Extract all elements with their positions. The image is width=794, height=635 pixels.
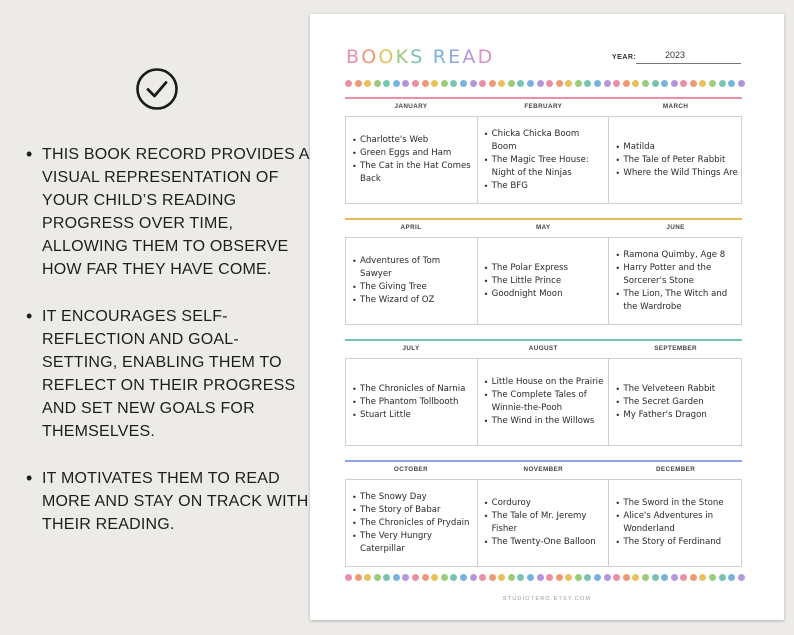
book-title: • The Story of Ferdinand [614,536,738,549]
month-cell [346,359,478,445]
divider-dot [613,80,620,87]
divider-dot [470,80,477,87]
book-list [483,497,606,549]
divider-dot [604,574,611,581]
divider-dot [575,574,582,581]
month-cell [609,117,741,203]
sheet-title [346,46,494,68]
divider-dot [355,574,362,581]
benefit-item: • IT MOTIVATES THEM TO READ MORE AND STAY ON TRACK WITH THEIR READING. [26,467,310,536]
dot-divider-bottom [345,574,745,581]
year-label: YEAR: [612,54,637,61]
month-box [345,358,742,446]
divider-dot [594,80,601,87]
divider-dot [709,80,716,87]
divider-dot [517,574,524,581]
divider-dot [489,574,496,581]
month-cell [478,238,610,324]
divider-dot [699,80,706,87]
divider-dot [355,80,362,87]
divider-dot [393,80,400,87]
year-value: 2023 [664,50,686,60]
divider-dot [671,574,678,581]
book-title: • Goodnight Moon [483,288,568,301]
divider-dot [422,574,429,581]
divider-dot [699,574,706,581]
book-list [614,383,715,422]
divider-dot [479,574,486,581]
book-title: • The BFG [483,180,606,193]
book-title: • The Chronicles of Prydain [351,517,474,530]
book-title: • The Velveteen Rabbit [614,383,715,396]
divider-dot [546,80,553,87]
divider-dot [402,574,409,581]
divider-dot [470,574,477,581]
divider-dot [527,80,534,87]
divider-dot [594,574,601,581]
book-title: • The Lion, The Witch and the Wardrobe [614,288,738,314]
title-letter: A [462,46,478,68]
divider-dot [537,574,544,581]
month-heading: DECEMBER [655,466,696,473]
divider-dot [450,574,457,581]
title-letter: E [448,46,463,68]
info-panel [0,0,310,635]
book-title: • The Complete Tales of Winnie-the-Pooh [483,389,606,415]
title-letter: D [477,46,495,68]
book-title: • My Father's Dragon [614,409,715,422]
month-cell [346,480,478,566]
divider-dot [652,574,659,581]
month-cell [609,480,741,566]
divider-dot [527,574,534,581]
divider-dot [719,574,726,581]
month-heading: APRIL [400,224,422,231]
book-title: • The Polar Express [483,262,568,275]
divider-dot [546,574,553,581]
month-heading: JULY [402,345,420,352]
month-heading: FEBRUARY [524,103,563,110]
divider-dot [422,80,429,87]
month-cell [609,238,741,324]
month-heading: MARCH [662,103,689,110]
divider-dot [412,574,419,581]
book-list [483,128,606,193]
divider-dot [575,80,582,87]
divider-dot [431,80,438,87]
book-title: • Corduroy [483,497,606,510]
divider-dot [374,80,381,87]
title-letter: O [361,46,379,68]
book-list [351,134,474,186]
book-title: • The Wind in the Willows [483,415,606,428]
month-heading: AUGUST [528,345,558,352]
row-accent-line [345,218,742,220]
divider-dot [498,80,505,87]
book-title: • Charlotte's Web [351,134,474,147]
divider-dot [517,80,524,87]
book-title: • Stuart Little [351,409,465,422]
book-title: • The Tale of Peter Rabbit [614,154,737,167]
row-accent-line [345,460,742,462]
book-title: • The Wizard of OZ [351,294,474,307]
title-letter: K [395,46,411,68]
divider-dot [604,80,611,87]
book-title: • The Story of Babar [351,504,474,517]
divider-dot [345,574,352,581]
books-read-sheet [310,14,784,620]
month-box [345,479,742,567]
book-title: • Harry Potter and the Sorcerer's Stone [614,262,738,288]
book-title: • The Magic Tree House: Night of the Ninjas [483,154,606,180]
divider-dot [623,574,630,581]
benefit-item: • IT ENCOURAGES SELF-REFLECTION AND GOAL-SETTING, ENABLING THEM TO REFLECT ON THEIR PROGRESS AND SET NEW GOALS FOR THEMSELVES. [26,305,310,443]
book-title: • The Snowy Day [351,491,474,504]
book-title: • Alice's Adventures in Wonderland [614,510,738,536]
divider-dot [565,574,572,581]
divider-dot [460,80,467,87]
title-letter [425,46,433,68]
divider-dot [364,80,371,87]
title-letter: R [432,46,449,68]
book-title: • The Chronicles of Narnia [351,383,465,396]
month-heading: JUNE [666,224,685,231]
book-list [614,141,737,180]
dot-divider-top [345,80,745,87]
month-heading: JANUARY [394,103,428,110]
divider-dot [728,80,735,87]
divider-dot [738,80,745,87]
row-accent-line [345,97,742,99]
divider-dot [537,80,544,87]
title-letter: B [346,46,362,68]
book-title: • The Very Hungry Caterpillar [351,530,474,556]
book-title: • Adventures of Tom Sawyer [351,255,474,281]
book-title: • The Cat in the Hat Comes Back [351,160,474,186]
book-list [351,383,465,422]
footer-credit: STUDIOTERO.ETSY.COM [502,596,592,602]
divider-dot [508,574,515,581]
book-title: • The Phantom Tollbooth [351,396,465,409]
benefit-item: • THIS BOOK RECORD PROVIDES A VISUAL REPRESENTATION OF YOUR CHILD’S READING PROGRESS OVER TIME, ALLOWING THEM TO OBSERVE HOW FAR THEY HAVE COME. [26,143,310,281]
divider-dot [412,80,419,87]
divider-dot [584,574,591,581]
month-cell [478,359,610,445]
book-title: • The Little Prince [483,275,568,288]
divider-dot [393,574,400,581]
divider-dot [479,80,486,87]
month-cell [478,480,610,566]
divider-dot [565,80,572,87]
divider-dot [738,574,745,581]
divider-dot [345,80,352,87]
divider-dot [441,80,448,87]
divider-dot [661,574,668,581]
divider-dot [632,80,639,87]
month-heading: NOVEMBER [523,466,564,473]
month-heading: OCTOBER [393,466,429,473]
check-circle-icon [135,67,179,111]
book-title: • Where the Wild Things Are [614,167,737,180]
divider-dot [728,574,735,581]
divider-dot [623,80,630,87]
divider-dot [709,574,716,581]
book-list [483,262,568,301]
book-title: • Ramona Quimby, Age 8 [614,249,738,262]
month-cell [346,117,478,203]
month-cell [346,238,478,324]
divider-dot [450,80,457,87]
divider-dot [642,574,649,581]
title-letter: S [410,46,425,68]
divider-dot [661,80,668,87]
year-underline [636,63,741,64]
divider-dot [556,80,563,87]
benefit-list [26,143,310,560]
divider-dot [680,80,687,87]
book-title: • The Secret Garden [614,396,715,409]
book-title: • Green Eggs and Ham [351,147,474,160]
divider-dot [613,574,620,581]
month-heading: MAY [535,224,551,231]
row-accent-line [345,339,742,341]
book-list [614,497,738,549]
divider-dot [642,80,649,87]
month-box [345,116,742,204]
divider-dot [680,574,687,581]
divider-dot [489,80,496,87]
book-title: • The Tale of Mr. Jeremy Fisher [483,510,606,536]
divider-dot [441,574,448,581]
title-letter: O [378,46,396,68]
divider-dot [508,80,515,87]
book-list [483,376,606,428]
book-title: • Chicka Chicka Boom Boom [483,128,606,154]
month-heading: SEPTEMBER [654,345,697,352]
divider-dot [556,574,563,581]
book-title: • Matilda [614,141,737,154]
book-title: • Little House on the Prairie [483,376,606,389]
book-list [351,255,474,307]
divider-dot [364,574,371,581]
divider-dot [431,574,438,581]
book-title: • The Twenty-One Balloon [483,536,606,549]
divider-dot [671,80,678,87]
divider-dot [652,80,659,87]
divider-dot [632,574,639,581]
month-cell [478,117,610,203]
book-title: • The Sword in the Stone [614,497,738,510]
divider-dot [690,80,697,87]
divider-dot [498,574,505,581]
divider-dot [460,574,467,581]
divider-dot [383,574,390,581]
divider-dot [374,574,381,581]
book-list [614,249,738,314]
month-cell [609,359,741,445]
book-title: • The Giving Tree [351,281,474,294]
divider-dot [719,80,726,87]
divider-dot [584,80,591,87]
divider-dot [402,80,409,87]
divider-dot [690,574,697,581]
month-box [345,237,742,325]
divider-dot [383,80,390,87]
book-list [351,491,474,556]
